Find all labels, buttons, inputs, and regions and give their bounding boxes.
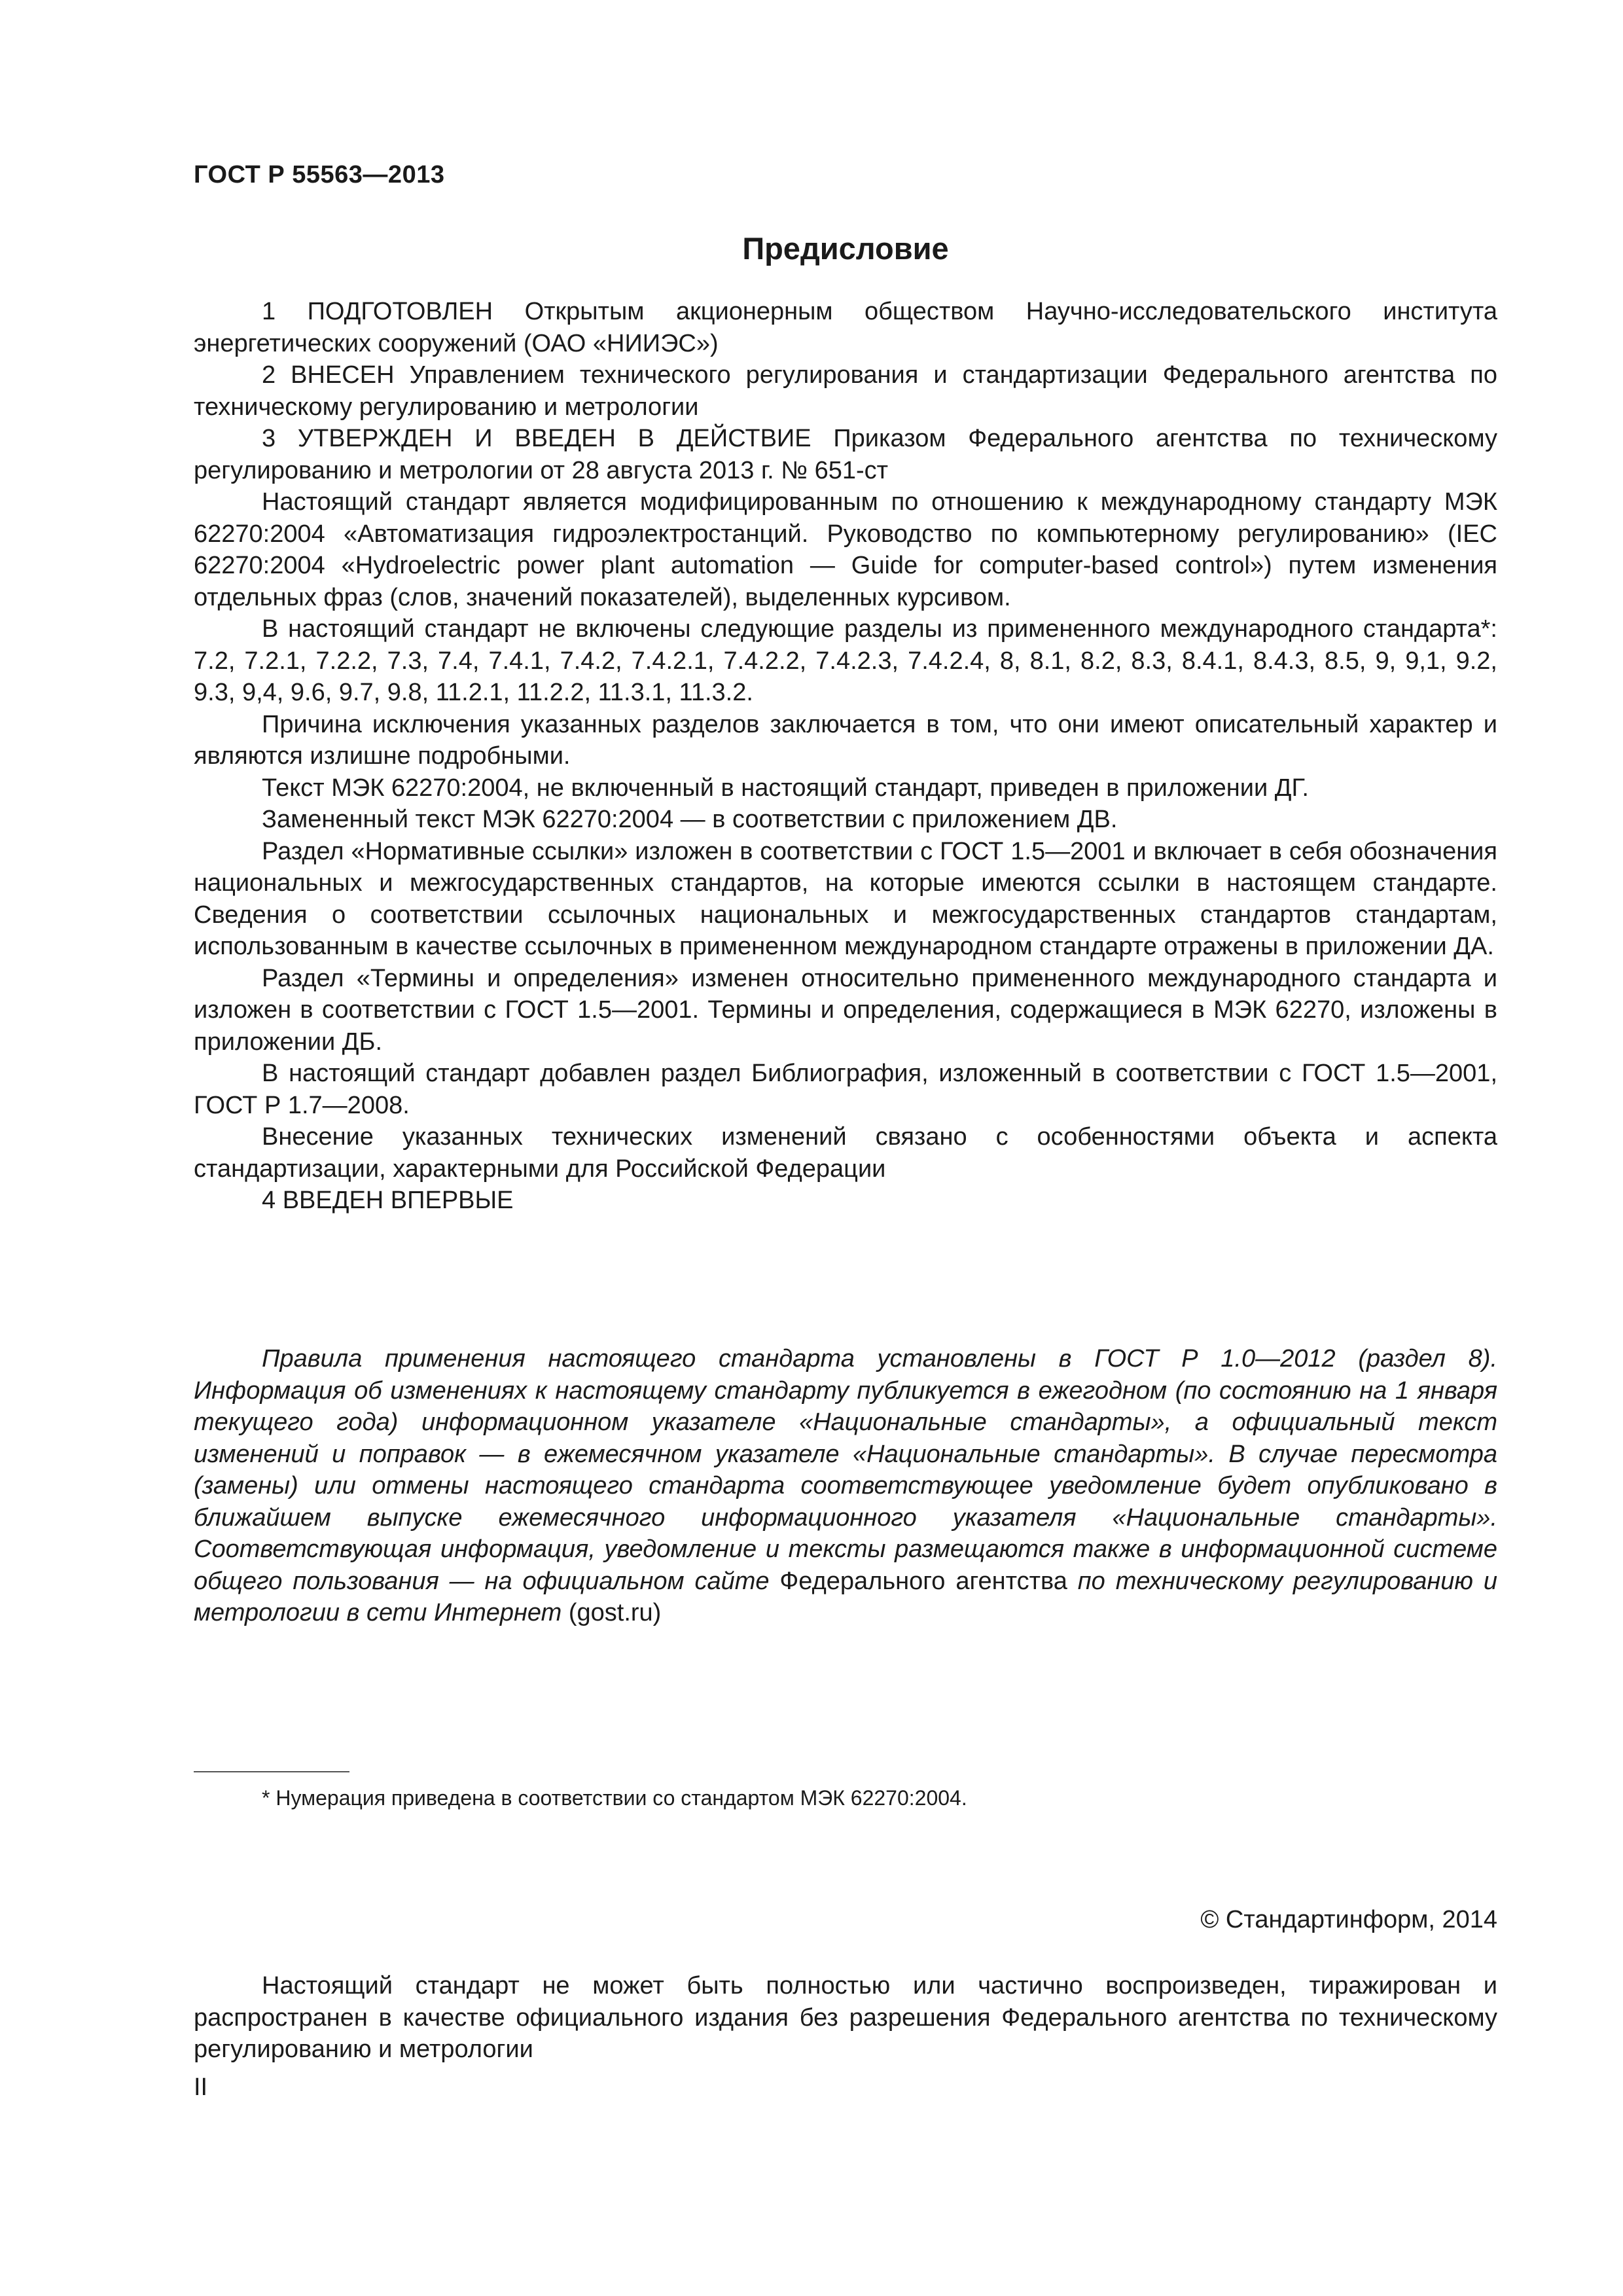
footnote: * Нумерация приведена в соответствии со стандартом МЭК 62270:2004. <box>262 1786 967 1810</box>
footnote-divider <box>194 1771 349 1772</box>
paragraph-modified: Настоящий стандарт является модифицированным по отношению к международному стандарту МЭК 62270:2004 «Автоматизация гидроэлектростанций. Руководство по компьютерному регулированию» (IEC 62270:2004 «Hydroelectric power plant automation — Guide for computer-based control») путем изменения отдельных фраз (слов, значений показателей), выделенных курсивом. <box>194 488 1497 611</box>
paragraph-first-introduced: 4 ВВЕДЕН ВПЕРВЫЕ <box>262 1187 514 1214</box>
rules-site-link[interactable]: (gost.ru) <box>568 1599 662 1626</box>
rules-italic-tail: по техническому регулированию и метрологии в сети Интернет <box>194 1567 1498 1626</box>
paragraph-annex-dv: Замененный текст МЭК 62270:2004 — в соответствии с приложением ДВ. <box>262 806 1118 833</box>
rules-italic-text: Правила применения настоящего стандарта установлены в ГОСТ Р 1.0—2012 (раздел 8). Информация об изменениях к настоящему стандарту публикуется в ежегодном (по состоянию на 1 января текущего года) информационном указателе «Национальные стандарты», а официальный текст изменений и поправок — в ежемесячном указателе «Национальные стандарты». В случае пересмотра (замены) или отмены настоящего стандарта соответствующее уведомление будет опубликовано в ближайшем выпуске ежемесячного информационного указателя «Национальные стандарты». Соответствующая информация, уведомление и тексты размещаются также в информационной системе общего пользования — на официальном сайте <box>194 1345 1497 1595</box>
paragraph-terms: Раздел «Термины и определения» изменен относительно примененного международного стандарта и изложен в соответствии с ГОСТ 1.5—2001. Термины и определения, содержащиеся в МЭК 62270, изложены в приложении ДБ. <box>194 964 1497 1056</box>
paragraph-excluded-sections: В настоящий стандарт не включены следующие разделы из примененного международного стандарта*: 7.2, 7.2.1, 7.2.2, 7.3, 7.4, 7.4.1, 7.4.2, 7.4.2.1, 7.4.2.2, 7.4.2.3, 7.4.2.4, 8, 8.1, 8.2, 8.3, 8.4.1, 8.4.3, 8.5, 9, 9,1, 9.2, 9.3, 9,4, 9.6, 9.7, 9.8, 11.2.1, 11.2.2, 11.3.1, 11.3.2. <box>194 615 1497 706</box>
paragraph-approved: 3 УТВЕРЖДЕН И ВВЕДЕН В ДЕЙСТВИЕ Приказом Федерального агентства по техническому регулированию и метрологии от 28 августа 2013 г. № 651-ст <box>194 425 1497 484</box>
page-number: II <box>194 2073 208 2101</box>
paragraph-introduced: 2 ВНЕСЕН Управлением технического регулирования и стандартизации Федерального агентства по техническому регулированию и метрологии <box>194 361 1497 421</box>
paragraph-annex-dg: Текст МЭК 62270:2004, не включенный в настоящий стандарт, приведен в приложении ДГ. <box>262 774 1309 802</box>
paragraph-bibliography: В настоящий стандарт добавлен раздел Библиография, изложенный в соответствии с ГОСТ 1.5—2001, ГОСТ Р 1.7—2008. <box>194 1060 1497 1119</box>
paragraph-technical-changes: Внесение указанных технических изменений связано с особенностями объекта и аспекта стандартизации, характерными для Российской Федерации <box>194 1123 1497 1183</box>
notice-paragraph: Настоящий стандарт не может быть полностью или частично воспроизведен, тиражирован и распространен в качестве официального издания без разрешения Федерального агентства по техническому регулированию и метрологии <box>194 1972 1497 2063</box>
rules-paragraph <box>194 1343 1497 1629</box>
page-title: Предисловие <box>742 231 949 266</box>
foreword-body <box>194 296 1497 1217</box>
paragraph-prepared: 1 ПОДГОТОВЛЕН Открытым акционерным обществом Научно-исследовательского института энергетических сооружений (ОАО «НИИЭС») <box>194 298 1497 357</box>
paragraph-exclusion-reason: Причина исключения указанных разделов заключается в том, что они имеют описательный характер и являются излишне подробными. <box>194 710 1497 770</box>
copyright: © Стандартинформ, 2014 <box>1200 1906 1497 1933</box>
document-code: ГОСТ Р 55563—2013 <box>194 161 445 188</box>
paragraph-normative-references: Раздел «Нормативные ссылки» изложен в соответствии с ГОСТ 1.5—2001 и включает в себя обозначения национальных и межгосударственных стандартов, на которые имеются ссылки в настоящем стандарте. Сведения о соответствии ссылочных национальных и межгосударственных стандартов стандартам, использованным в качестве ссылочных в примененном международном стандарте отражены в приложении ДА. <box>194 837 1497 960</box>
application-rules-note <box>194 1343 1497 1629</box>
rules-upright-text: Федерального агентства <box>779 1567 1067 1595</box>
reproduction-notice <box>194 1970 1497 2066</box>
